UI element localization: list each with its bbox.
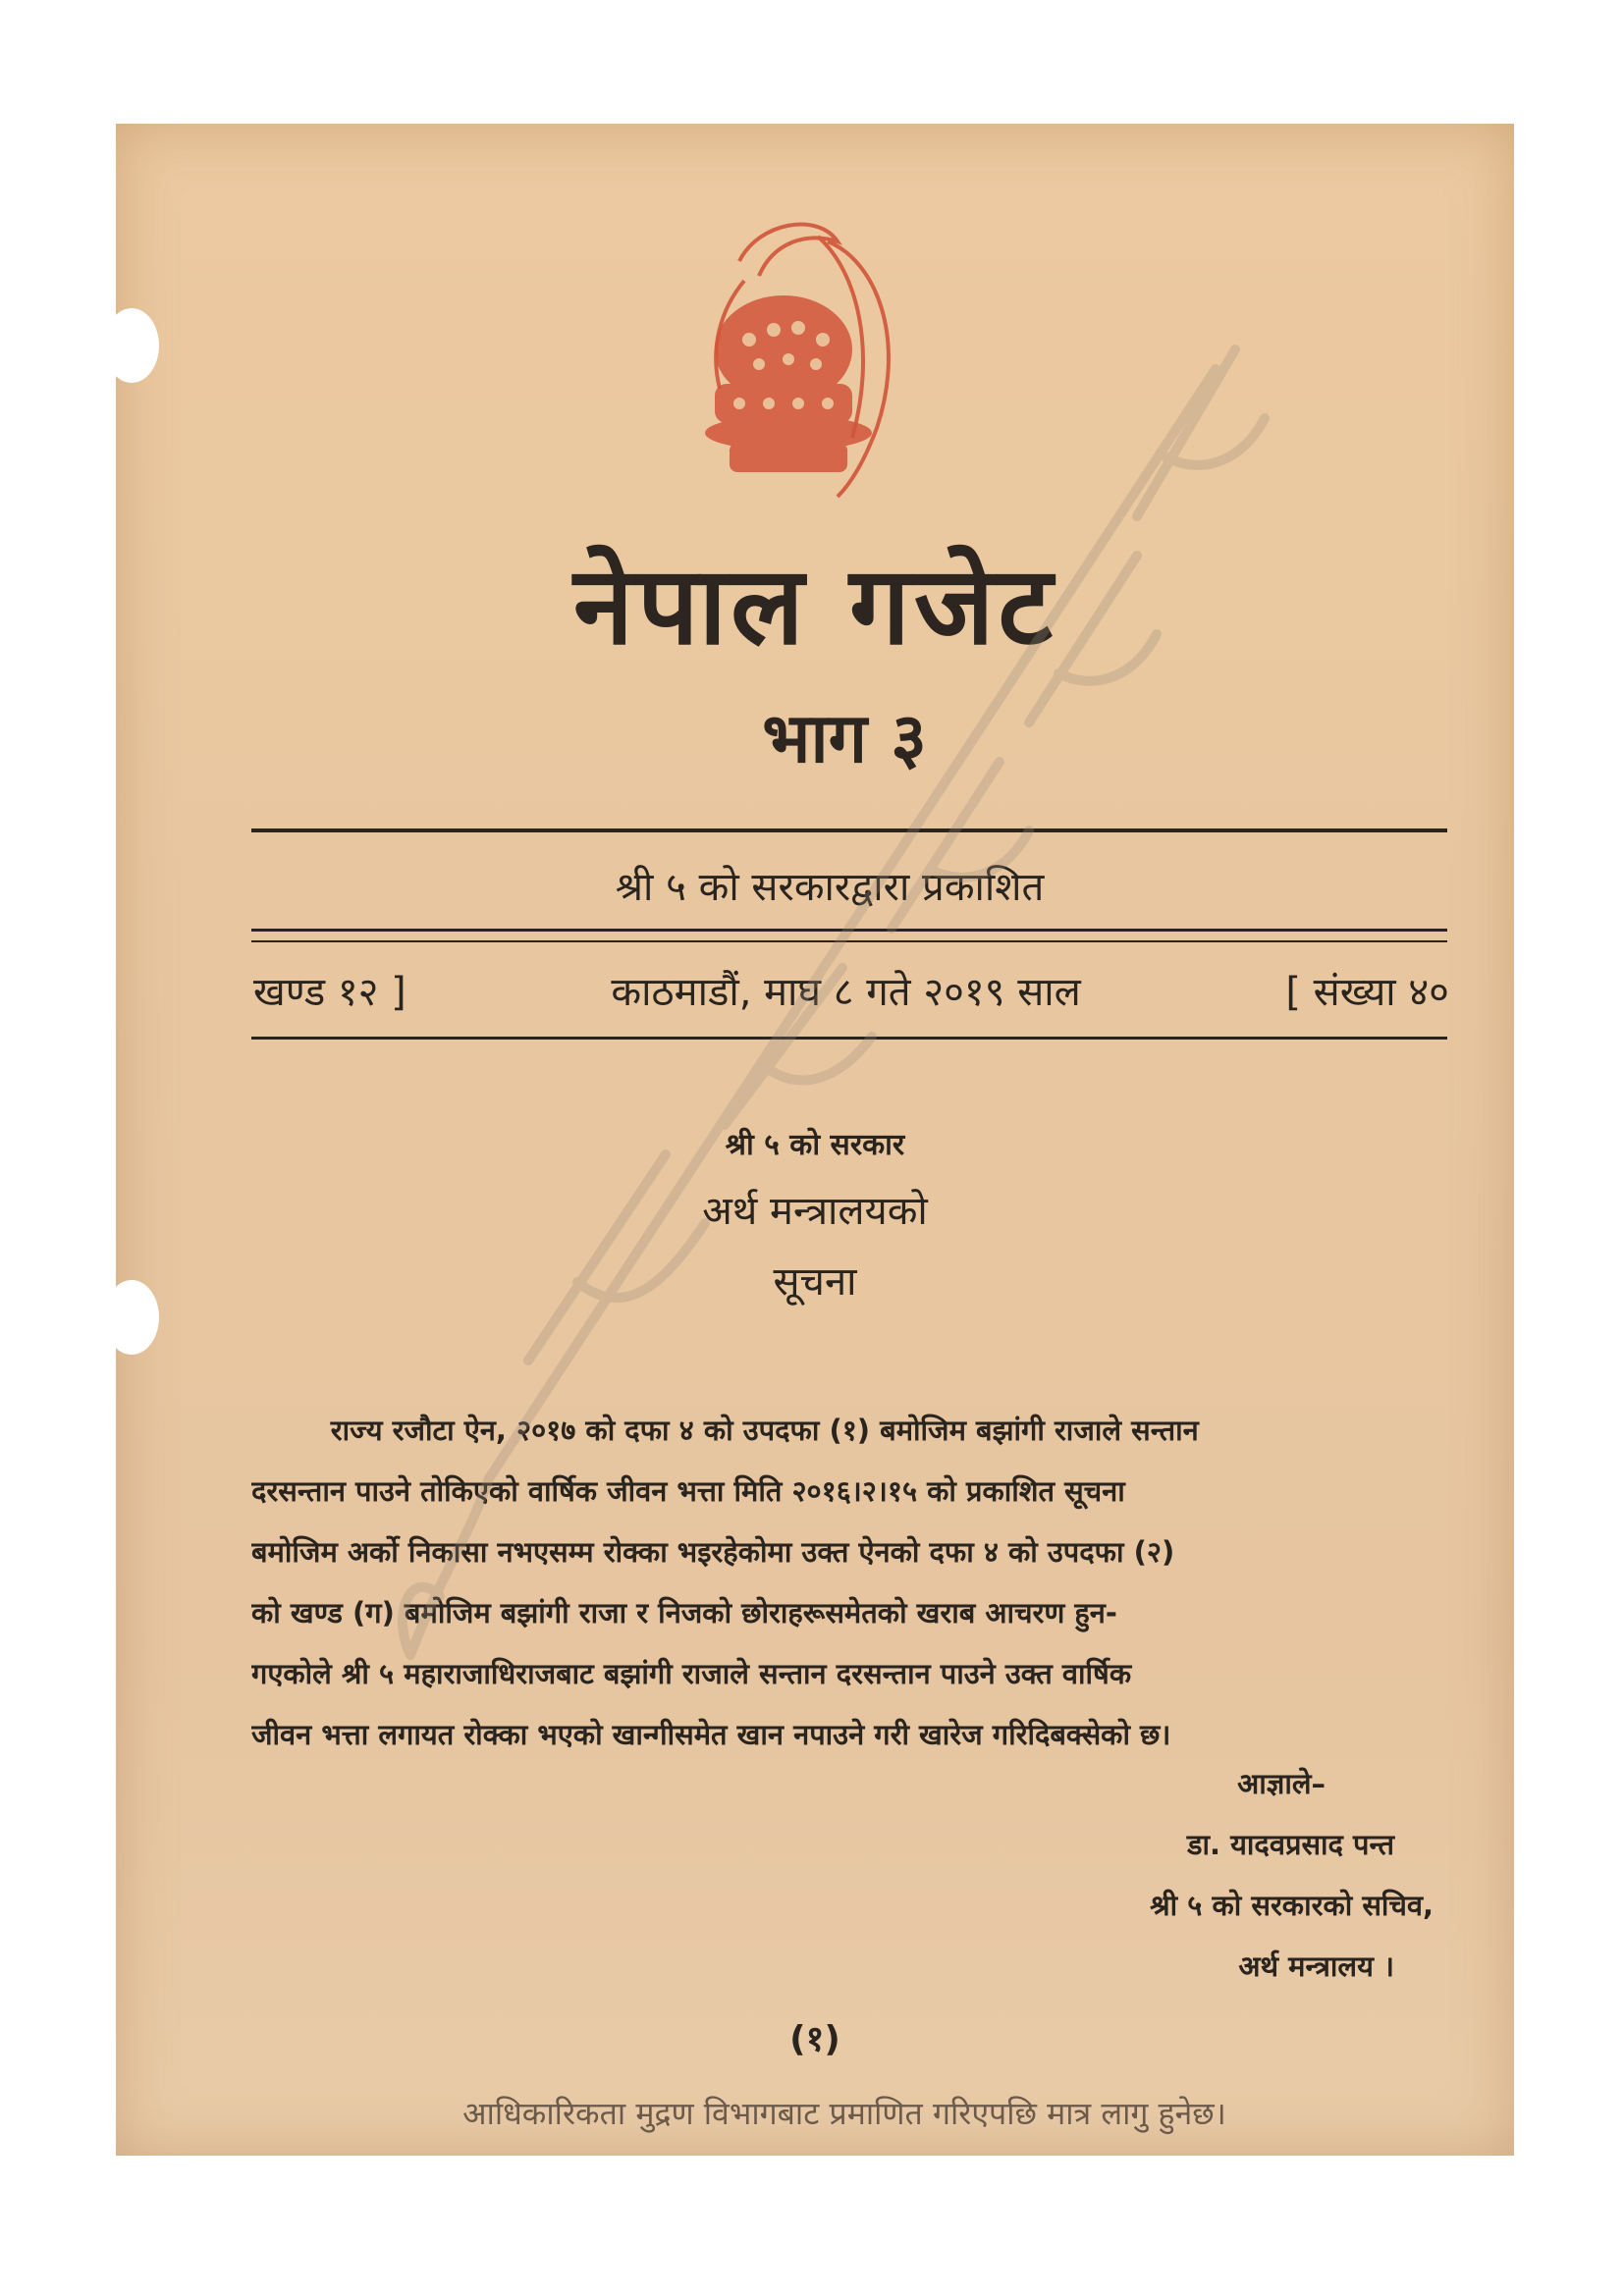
body-line: दरसन्तान पाउने तोकिएको वार्षिक जीवन भत्ता मिति २०१६।२।१५ को प्रकाशित सूचना [251, 1474, 1125, 1508]
issue-volume: खण्ड १२ ] [253, 970, 406, 1015]
body-line: राज्य रजौटा ऐन, २०१७ को दफा ४ को उपदफा (१) बमोजिम बझांगी राजाले सन्तान [251, 1414, 1199, 1447]
issue-line [253, 963, 1449, 1017]
signature-title: श्री ५ को सरकारको सचिव, [1150, 1889, 1434, 1922]
signature-office: अर्थ मन्त्रालय । [1238, 1949, 1394, 1983]
divider [251, 1037, 1447, 1040]
body-line: गएकोले श्री ५ महाराजाधिराजबाट बझांगी राजाले सन्तान दरसन्तान पाउने उक्त वार्षिक [251, 1657, 1132, 1690]
notice-title: सूचना [773, 1259, 857, 1305]
body-line: बमोजिम अर्को निकासा नभएसम्म रोक्का भइरहेकोमा उक्त ऐनको दफा ४ को उपदफा (२) [251, 1535, 1175, 1569]
punch-hole [104, 308, 159, 383]
issue-place-date: काठमाडौं, माघ ८ गते २०१९ साल [611, 970, 1081, 1015]
gazette-part: भाग ३ [762, 698, 927, 778]
page-number: (१) [789, 2019, 840, 2059]
divider [251, 929, 1447, 932]
notice-body [251, 1400, 1447, 1765]
divider [251, 828, 1447, 832]
publisher-line: श्री ५ को सरकारद्वारा प्रकाशित [615, 865, 1045, 910]
gazette-page [116, 124, 1514, 2156]
divider [251, 940, 1447, 942]
signature-name: डा. यादवप्रसाद पन्त [1186, 1828, 1394, 1861]
body-line: को खण्ड (ग) बमोजिम बझांगी राजा र निजको छोराहरूसमेतको खराब आचरण हुन- [251, 1596, 1117, 1629]
body-line: जीवन भत्ता लगायत रोक्का भएको खान्गीसमेत खान नपाउने गरी खारेज गरिदिबक्सेको छ। [251, 1718, 1171, 1751]
signature-block [1150, 1753, 1434, 1997]
gazette-title: नेपाल गजेट [573, 543, 1056, 668]
ministry-heading: अर्थ मन्त्रालयको [702, 1189, 928, 1234]
footer-note: आधिकारिकता मुद्रण विभागबाट प्रमाणित गरिएपछि मात्र लागु हुनेछ। [462, 2095, 1226, 2132]
signature-by-order: आज्ञाले– [1237, 1767, 1326, 1800]
government-heading: श्री ५ को सरकार [725, 1128, 905, 1162]
issue-number: [ संख्या ४० [1285, 970, 1449, 1015]
royal-crown-emblem-icon [680, 202, 906, 516]
